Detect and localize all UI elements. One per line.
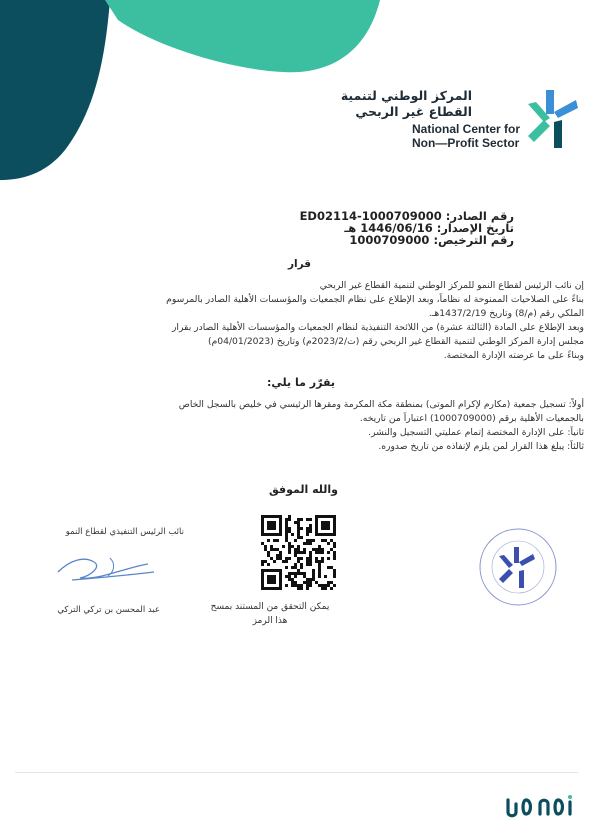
signatory-name: عبد المحسن بن تركي التركي xyxy=(57,605,160,615)
org-name-en-line2: Non—Profit Sector xyxy=(412,136,520,150)
intro-line: بناءً على الصلاحيات الممنوحة له نظاماً، وبعد الإطلاع على نظام الجمعيات والمؤسسات الأهلية الصادر بالمرسوم xyxy=(166,294,584,305)
decides-heading: يقرّر ما يلي: xyxy=(267,376,335,389)
decision-intro xyxy=(18,279,584,363)
intro-line: وبناءً على ما عرضته الإدارة المختصة. xyxy=(443,350,584,361)
intro-line: الملكي رقم (م/8) وتاريخ 1437/2/19هـ. xyxy=(428,308,584,319)
header-decoration xyxy=(0,0,598,200)
handwritten-signature xyxy=(50,550,160,588)
verification-line1: يمكن التحقق من المستند بمسح xyxy=(210,602,330,612)
issued-number: رقم الصادر: ED02114-1000709000 xyxy=(299,209,514,223)
article-line: ثالثاً: يبلغ هذا القرار لمن يلزم لإنفاذه من تاريخ صدوره. xyxy=(378,441,584,452)
article-line: أولاً: تسجيل جمعية (مكارم لإكرام الموتى) بمنطقة مكة المكرمة ومقرها الرئيسي في خليص بالسجل الخاص xyxy=(178,399,584,410)
org-name-arabic xyxy=(322,88,472,120)
verification-note xyxy=(210,600,330,628)
decision-articles xyxy=(18,398,584,454)
article-line: بالجمعيات الأهلية برقم (1000709000) اعتباراً من تاريخه. xyxy=(359,413,584,424)
article-line: ثانياً: على الإدارة المختصة إتمام عمليتي التسجيل والنشر. xyxy=(368,427,584,438)
closing-phrase: والله الموفق xyxy=(268,483,338,496)
intro-line: مجلس إدارة المركز الوطني لتنمية القطاع غير الربحي رقم (ت/2023/2م) وتاريخ (04/01/2023م) xyxy=(207,336,584,347)
signatory-title: نائب الرئيس التنفيذي لقطاع النمو xyxy=(65,527,184,537)
footer-divider xyxy=(15,772,578,773)
intro-line: وبعد الإطلاع على المادة (الثالثة عشرة) من اللائحة التنفيذية لنظام الجمعيات والمؤسسات الأهلية الصادر بقرار xyxy=(171,322,584,333)
intro-line: إن نائب الرئيس لقطاع النمو للمركز الوطني لتنمية القطاع غير الربحي xyxy=(319,280,584,291)
verification-line2: هذا الرمز xyxy=(252,616,288,626)
license-number: رقم الترخيص: 1000709000 xyxy=(349,233,514,247)
org-name-english xyxy=(412,122,552,150)
document-meta xyxy=(214,210,514,246)
official-seal-icon xyxy=(473,525,563,610)
org-name-ar-line2: القطاع غير الربحي xyxy=(355,104,472,119)
qr-code-icon[interactable] xyxy=(261,515,336,590)
issue-date: تاريخ الإصدار: 1446/06/16 هـ xyxy=(344,221,514,235)
org-name-en-line1: National Center for xyxy=(412,122,521,136)
nemo-logo-icon xyxy=(502,794,580,820)
decision-heading: قرار xyxy=(287,258,311,270)
org-name-ar-line1: المركز الوطني لتنمية xyxy=(340,88,472,103)
